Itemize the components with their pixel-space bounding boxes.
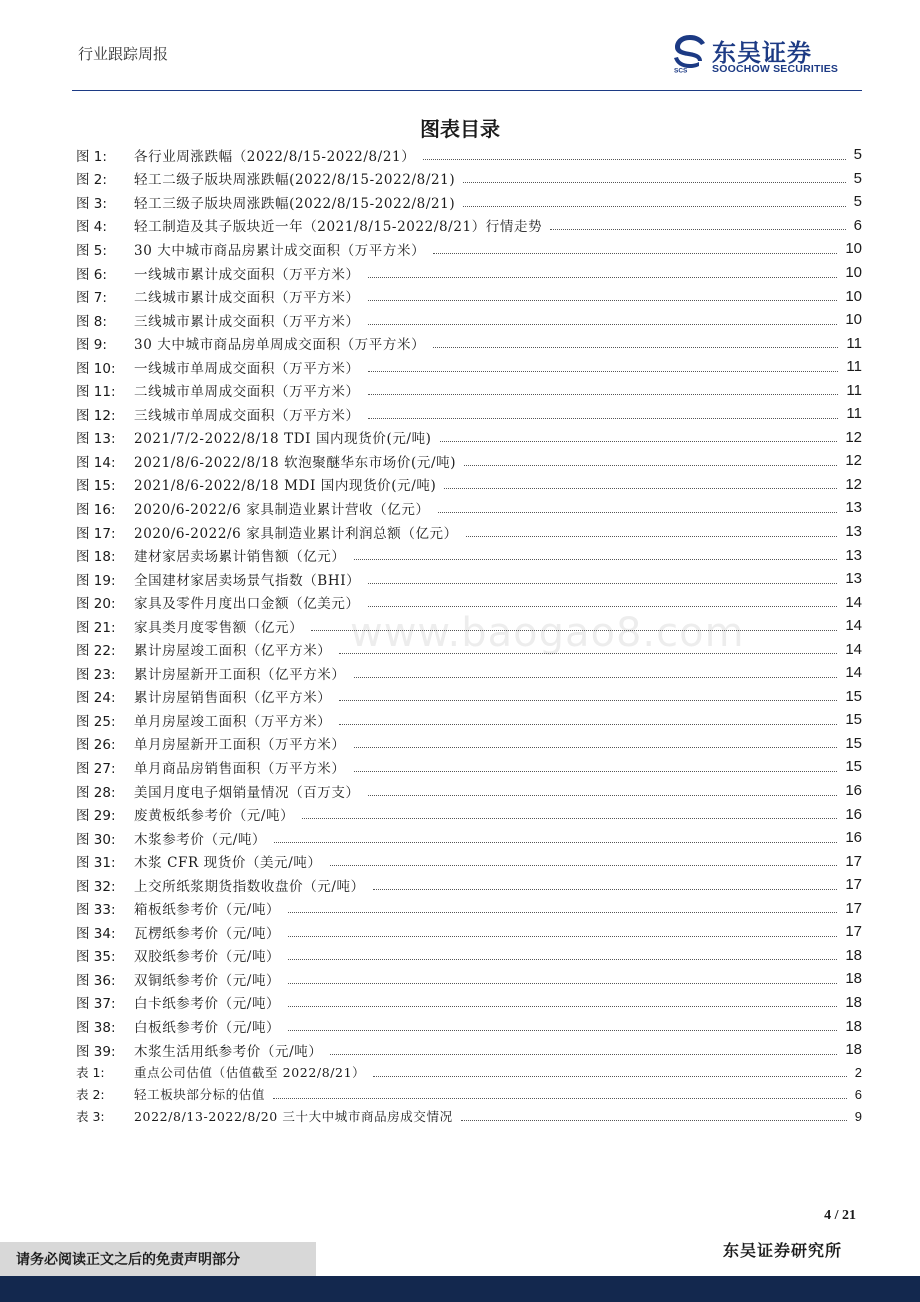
dot-leader (302, 817, 837, 819)
entry-label: 上交所纸浆期货指数收盘价（元/吨） (134, 878, 365, 895)
toc-figure-entry[interactable] (76, 331, 862, 355)
entry-page: 10 (845, 240, 862, 258)
entry-label: 30 大中城市商品房单周成交面积（万平方米） (134, 337, 426, 354)
soochow-logo (672, 33, 862, 77)
toc-table-entry[interactable] (76, 1061, 862, 1083)
toc-figure-entry[interactable] (76, 473, 862, 497)
toc-figure-entry[interactable] (76, 802, 862, 826)
entry-page: 18 (845, 946, 862, 964)
entry-page: 5 (853, 169, 862, 187)
entry-number: 图 2: (76, 172, 107, 189)
entry-label: 瓦楞纸参考价（元/吨） (134, 925, 281, 942)
entry-page: 15 (845, 687, 862, 705)
dot-leader (339, 652, 837, 654)
toc-figure-entry[interactable] (76, 143, 862, 167)
dot-leader (368, 276, 838, 278)
entry-page: 9 (854, 1108, 862, 1124)
toc-figure-entry[interactable] (76, 590, 862, 614)
entry-page: 15 (845, 734, 862, 752)
entry-number: 图 17: (76, 525, 116, 542)
entry-number: 图 36: (76, 972, 116, 989)
disclaimer-text: 请务必阅读正文之后的免责声明部分 (16, 1252, 240, 1268)
entry-label: 箱板纸参考价（元/吨） (134, 902, 281, 919)
entry-page: 2 (854, 1064, 862, 1080)
toc-figure-entry[interactable] (76, 402, 862, 426)
entry-number: 图 28: (76, 784, 116, 801)
entry-number: 图 7: (76, 290, 107, 307)
dot-leader (433, 252, 837, 254)
toc-figure-entry[interactable] (76, 685, 862, 709)
toc-figure-entry[interactable] (76, 543, 862, 567)
entry-number: 图 5: (76, 242, 107, 259)
dot-leader (339, 723, 837, 725)
entry-label: 2021/7/2-2022/8/18 TDI 国内现货价(元/吨) (134, 431, 432, 448)
dot-leader (368, 417, 839, 419)
entry-number: 表 1: (76, 1065, 105, 1081)
entry-number: 图 10: (76, 360, 116, 377)
dot-leader (433, 346, 838, 348)
entry-page: 13 (845, 523, 862, 541)
entry-page: 13 (845, 570, 862, 588)
dot-leader (463, 205, 845, 207)
entry-label: 家具类月度零售额（亿元） (134, 619, 304, 636)
entry-page: 13 (845, 546, 862, 564)
entry-label: 轻工二级子版块周涨跌幅(2022/8/15-2022/8/21) (134, 172, 456, 189)
entry-number: 图 21: (76, 619, 116, 636)
entry-number: 图 29: (76, 808, 116, 825)
entry-label: 家具及零件月度出口金额（亿美元） (134, 596, 360, 613)
dot-leader (373, 888, 838, 890)
toc-figure-entry[interactable] (76, 708, 862, 732)
soochow-logo-mark-icon (672, 33, 708, 73)
dot-leader (463, 181, 845, 183)
entry-number: 图 15: (76, 478, 116, 495)
entry-label: 各行业周涨跌幅（2022/8/15-2022/8/21） (134, 148, 416, 165)
watermark: www.baogao8.com (350, 610, 745, 656)
entry-page: 14 (845, 664, 862, 682)
toc-title: 图表目录 (420, 117, 500, 141)
entry-label: 单月房屋新开工面积（万平方米） (134, 737, 346, 754)
toc-figure-entry[interactable] (76, 237, 862, 261)
toc-figure-entry[interactable] (76, 661, 862, 685)
entry-number: 图 22: (76, 643, 116, 660)
entry-page: 13 (845, 499, 862, 517)
dot-leader (288, 1005, 837, 1007)
dot-leader (368, 582, 837, 584)
entry-label: 2020/6-2022/6 家具制造业累计营收（亿元） (134, 501, 430, 518)
entry-label: 木浆 CFR 现货价（美元/吨） (134, 855, 322, 872)
entry-page: 16 (845, 782, 862, 800)
dot-leader (368, 299, 838, 301)
entry-label: 一线城市单周成交面积（万平方米） (134, 360, 360, 377)
toc-figure-entry[interactable] (76, 1014, 862, 1038)
toc-figure-entry[interactable] (76, 167, 862, 191)
entry-label: 双铜纸参考价（元/吨） (134, 972, 281, 989)
entry-number: 图 27: (76, 760, 116, 777)
toc-figure-entry[interactable] (76, 826, 862, 850)
entry-page: 14 (845, 593, 862, 611)
dot-leader (354, 558, 838, 560)
entry-number: 图 8: (76, 313, 107, 330)
toc-figure-entry[interactable] (76, 449, 862, 473)
dot-leader (288, 982, 837, 984)
entry-number: 图 19: (76, 572, 116, 589)
entry-label: 二线城市累计成交面积（万平方米） (134, 290, 360, 307)
footer-disclaimer (0, 1242, 316, 1276)
dot-leader (354, 676, 838, 678)
table-of-figures (76, 143, 862, 1127)
toc-figure-entry[interactable] (76, 378, 862, 402)
entry-page: 12 (845, 475, 862, 493)
entry-label: 单月房屋竣工面积（万平方米） (134, 713, 332, 730)
entry-number: 图 4: (76, 219, 107, 236)
toc-figure-entry[interactable] (76, 308, 862, 332)
toc-figure-entry[interactable] (76, 214, 862, 238)
entry-number: 图 14: (76, 454, 116, 471)
entry-number: 图 25: (76, 713, 116, 730)
entry-label: 双胶纸参考价（元/吨） (134, 949, 281, 966)
entry-number: 图 32: (76, 878, 116, 895)
entry-label: 轻工板块部分标的估值 (134, 1087, 266, 1103)
toc-figure-entry[interactable] (76, 190, 862, 214)
entry-label: 2021/8/6-2022/8/18 软泡聚醚华东市场价(元/吨) (134, 454, 457, 471)
entry-page: 6 (853, 216, 862, 234)
entry-label: 2020/6-2022/6 家具制造业累计利润总额（亿元） (134, 525, 458, 542)
entry-number: 表 2: (76, 1087, 105, 1103)
entry-label: 轻工制造及其子版块近一年（2021/8/15-2022/8/21）行情走势 (134, 219, 543, 236)
toc-figure-entry[interactable] (76, 732, 862, 756)
dot-leader (464, 464, 837, 466)
toc-figure-entry[interactable] (76, 920, 862, 944)
dot-leader (330, 1053, 837, 1055)
entry-page: 15 (845, 711, 862, 729)
dot-leader (274, 841, 837, 843)
footer-institute: 东吴证券研究所 (722, 1241, 842, 1260)
entry-number: 图 30: (76, 831, 116, 848)
entry-page: 10 (845, 287, 862, 305)
entry-number: 图 1: (76, 148, 107, 165)
toc-figure-entry[interactable] (76, 355, 862, 379)
entry-label: 30 大中城市商品房累计成交面积（万平方米） (134, 242, 426, 259)
entry-page: 18 (845, 993, 862, 1011)
dot-leader (368, 794, 838, 796)
dot-leader (466, 535, 838, 537)
toc-figure-entry[interactable] (76, 637, 862, 661)
entry-page: 16 (845, 805, 862, 823)
footer-bar (0, 1276, 920, 1302)
entry-number: 图 33: (76, 902, 116, 919)
entry-label: 重点公司估值（估值截至 2022/8/21） (134, 1065, 366, 1081)
entry-number: 图 12: (76, 407, 116, 424)
dot-leader (550, 228, 845, 230)
entry-label: 2021/8/6-2022/8/18 MDI 国内现货价(元/吨) (134, 478, 437, 495)
dot-leader (461, 1119, 847, 1121)
toc-figure-entry[interactable] (76, 779, 862, 803)
dot-leader (339, 699, 837, 701)
entry-page: 11 (846, 358, 862, 376)
entry-page: 10 (845, 264, 862, 281)
dot-leader (288, 958, 837, 960)
dot-leader (354, 746, 838, 748)
entry-page: 15 (845, 758, 862, 776)
dot-leader (438, 511, 838, 513)
entry-number: 图 38: (76, 1020, 116, 1036)
entry-page: 5 (853, 146, 862, 164)
toc-figure-entry[interactable] (76, 873, 862, 897)
page-number: 4 / 21 (824, 1208, 856, 1223)
entry-label: 累计房屋新开工面积（亿平方米） (134, 666, 346, 683)
toc-figure-entry[interactable] (76, 614, 862, 638)
dot-leader (373, 1075, 846, 1077)
entry-label: 白板纸参考价（元/吨） (134, 1020, 281, 1036)
entry-page: 18 (845, 970, 862, 988)
toc-figure-entry[interactable] (76, 944, 862, 968)
dot-leader (288, 935, 837, 937)
toc-figure-entry[interactable] (76, 284, 862, 308)
entry-number: 图 16: (76, 501, 116, 518)
entry-page: 17 (845, 852, 862, 870)
entry-label: 累计房屋竣工面积（亿平方米） (134, 643, 332, 660)
entry-label: 累计房屋销售面积（亿平方米） (134, 690, 332, 707)
dot-leader (288, 911, 837, 913)
logo-mark-text: SCS (674, 67, 688, 73)
entry-label: 轻工三级子版块周涨跌幅(2022/8/15-2022/8/21) (134, 195, 456, 212)
entry-label: 废黄板纸参考价（元/吨） (134, 808, 295, 825)
entry-number: 图 24: (76, 690, 116, 707)
entry-number: 表 3: (76, 1109, 105, 1125)
entry-label: 单月商品房销售面积（万平方米） (134, 760, 346, 777)
header-rule (72, 90, 862, 91)
entry-page: 14 (845, 617, 862, 635)
entry-page: 6 (854, 1086, 862, 1102)
toc-figure-entry[interactable] (76, 967, 862, 991)
dot-leader (444, 487, 837, 489)
dot-leader (440, 440, 838, 442)
entry-page: 18 (845, 1017, 862, 1035)
entry-number: 图 6: (76, 266, 107, 283)
entry-page: 17 (845, 876, 862, 894)
dot-leader (423, 158, 845, 160)
page-header (0, 0, 920, 100)
entry-page: 11 (846, 405, 862, 423)
logo-name-cn: 东吴证券 (712, 39, 812, 67)
entry-label: 木浆参考价（元/吨） (134, 831, 267, 848)
toc-figure-entry[interactable] (76, 426, 862, 450)
entry-number: 图 34: (76, 925, 116, 942)
entry-page: 5 (853, 193, 862, 211)
entry-label: 一线城市累计成交面积（万平方米） (134, 266, 360, 283)
toc-figure-entry[interactable] (76, 1038, 862, 1062)
toc-table-entry[interactable] (76, 1083, 862, 1105)
entry-number: 图 37: (76, 996, 116, 1013)
dot-leader (330, 864, 838, 866)
entry-number: 图 23: (76, 666, 116, 683)
toc-figure-entry[interactable] (76, 567, 862, 591)
entry-number: 图 26: (76, 737, 116, 754)
entry-number: 图 20: (76, 596, 116, 613)
toc-figure-entry[interactable] (76, 261, 862, 285)
toc-figure-entry[interactable] (76, 496, 862, 520)
entry-page: 17 (845, 899, 862, 917)
toc-figure-entry[interactable] (76, 520, 862, 544)
dot-leader (368, 323, 838, 325)
dot-leader (311, 629, 837, 631)
toc-figure-entry[interactable] (76, 991, 862, 1015)
entry-label: 二线城市单周成交面积（万平方米） (134, 384, 360, 401)
dot-leader (368, 605, 838, 607)
entry-number: 图 13: (76, 431, 116, 448)
toc-figure-entry[interactable] (76, 755, 862, 779)
logo-name-en: SOOCHOW SECURITIES (712, 63, 839, 75)
entry-page: 14 (845, 640, 862, 658)
entry-page: 11 (846, 334, 862, 352)
entry-page: 16 (845, 829, 862, 847)
entry-label: 三线城市累计成交面积（万平方米） (134, 313, 360, 330)
entry-page: 11 (846, 381, 862, 399)
entry-label: 美国月度电子烟销量情况（百万支） (134, 784, 360, 801)
toc-figure-entry[interactable] (76, 849, 862, 873)
dot-leader (368, 393, 839, 395)
entry-label: 白卡纸参考价（元/吨） (134, 996, 281, 1013)
entry-number: 图 39: (76, 1043, 116, 1060)
dot-leader (368, 370, 839, 372)
dot-leader (273, 1097, 847, 1099)
entry-label: 2022/8/13-2022/8/20 三十大中城市商品房成交情况 (134, 1109, 453, 1125)
toc-figure-entry[interactable] (76, 897, 862, 921)
entry-page: 10 (845, 311, 862, 329)
entry-number: 图 18: (76, 549, 116, 566)
entry-number: 图 9: (76, 337, 107, 354)
dot-leader (354, 770, 838, 772)
report-type: 行业跟踪周报 (78, 45, 169, 63)
entry-page: 12 (845, 452, 862, 470)
dot-leader (288, 1029, 837, 1031)
entry-label: 三线城市单周成交面积（万平方米） (134, 407, 360, 424)
entry-label: 木浆生活用纸参考价（元/吨） (134, 1043, 323, 1060)
entry-label: 全国建材家居卖场景气指数（BHI） (134, 572, 361, 589)
entry-page: 12 (845, 428, 862, 446)
entry-number: 图 31: (76, 855, 116, 872)
entry-label: 建材家居卖场累计销售额（亿元） (134, 549, 346, 566)
entry-page: 18 (845, 1041, 862, 1059)
entry-number: 图 3: (76, 195, 107, 212)
toc-table-entry[interactable] (76, 1105, 862, 1127)
entry-number: 图 35: (76, 949, 116, 966)
entry-page: 17 (845, 923, 862, 941)
entry-number: 图 11: (76, 384, 116, 401)
